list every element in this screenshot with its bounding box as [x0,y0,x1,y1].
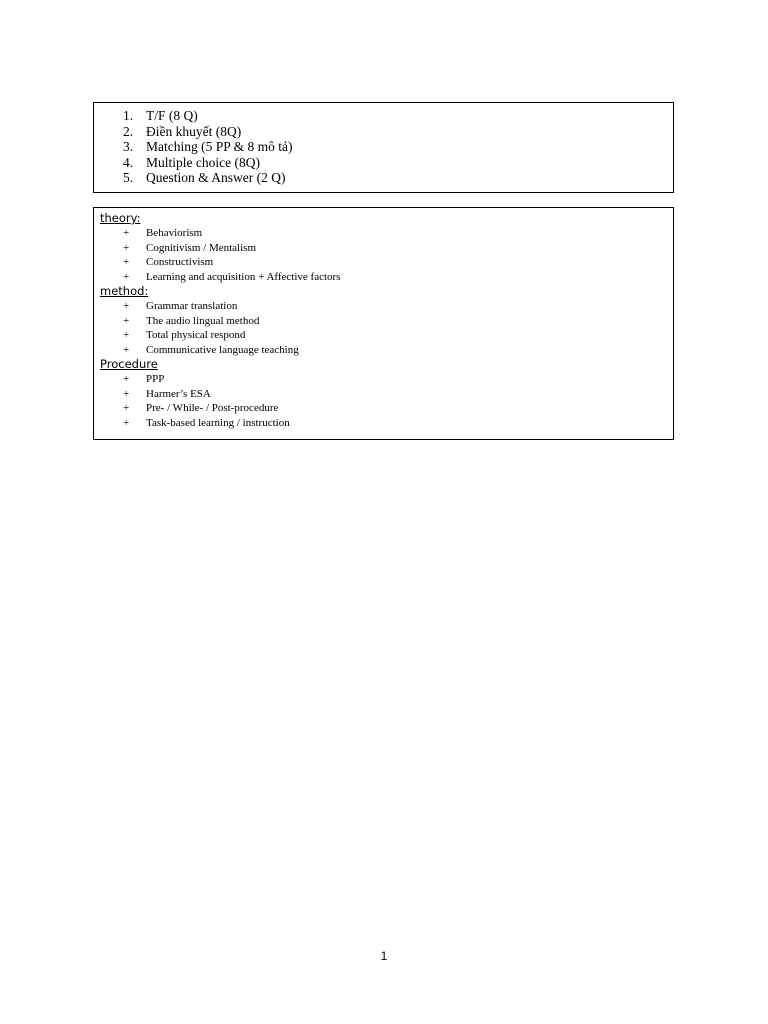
exam-part-label: Điền khuyết (8Q) [146,123,242,139]
bullet-mark: + [123,402,130,414]
bullet-mark: + [123,343,130,356]
exam-part-item [94,124,673,140]
exam-part-label: Question & Answer (2 Q) [146,170,286,185]
procedure-item [94,387,673,402]
method-item [94,343,673,358]
theory-item [94,255,673,270]
study-topics-box [93,207,674,440]
item-label: Learning and acquisition + Affective factors [146,270,341,283]
section-heading-method: method: [100,284,149,298]
exam-part-number: 3. [123,139,134,154]
method-item [94,299,673,314]
bullet-mark: + [123,387,130,400]
exam-part-number: 1. [123,108,134,123]
method-item [94,328,673,343]
exam-part-number: 2. [123,123,134,139]
procedure-item [94,416,673,431]
exam-part-label: Matching (5 PP & 8 mô tả) [146,139,293,154]
section-heading-procedure: Procedure [100,357,158,371]
theory-item [94,270,673,285]
exam-part-number: 5. [123,170,134,185]
bullet-mark: + [123,314,130,327]
item-label: Grammar translation [146,300,238,312]
item-label: Pre- / While- / Post-procedure [146,402,279,414]
bullet-mark: + [123,227,130,239]
item-label: Constructivism [146,256,214,268]
procedure-item [94,401,673,416]
item-label: Communicative language teaching [146,343,299,356]
exam-part-item [94,170,673,186]
item-label: Harmer’s ESA [146,387,211,400]
exam-part-item [94,139,673,155]
item-label: PPP [146,373,165,385]
bullet-mark: + [123,300,130,312]
theory-item [94,226,673,241]
method-item [94,314,673,329]
exam-part-label: Multiple choice (8Q) [146,154,260,170]
exam-part-number: 4. [123,154,134,170]
bullet-mark: + [123,270,130,283]
bullet-mark: + [123,241,130,254]
theory-item [94,241,673,256]
item-label: Behaviorism [146,227,203,239]
exam-part-item [94,108,673,124]
procedure-item [94,372,673,387]
bullet-mark: + [123,416,130,429]
exam-part-label: T/F (8 Q) [146,108,198,123]
item-label: Total physical respond [146,329,246,341]
item-label: Cognitivism / Mentalism [146,241,257,254]
bullet-mark: + [123,329,130,341]
page-number: 1 [380,949,388,963]
bullet-mark: + [123,373,130,385]
exam-part-item [94,155,673,171]
item-label: Task-based learning / instruction [146,416,290,429]
bullet-mark: + [123,256,130,268]
exam-structure-box [93,102,674,193]
item-label: The audio lingual method [146,314,260,327]
section-heading-theory: theory: [100,211,141,225]
